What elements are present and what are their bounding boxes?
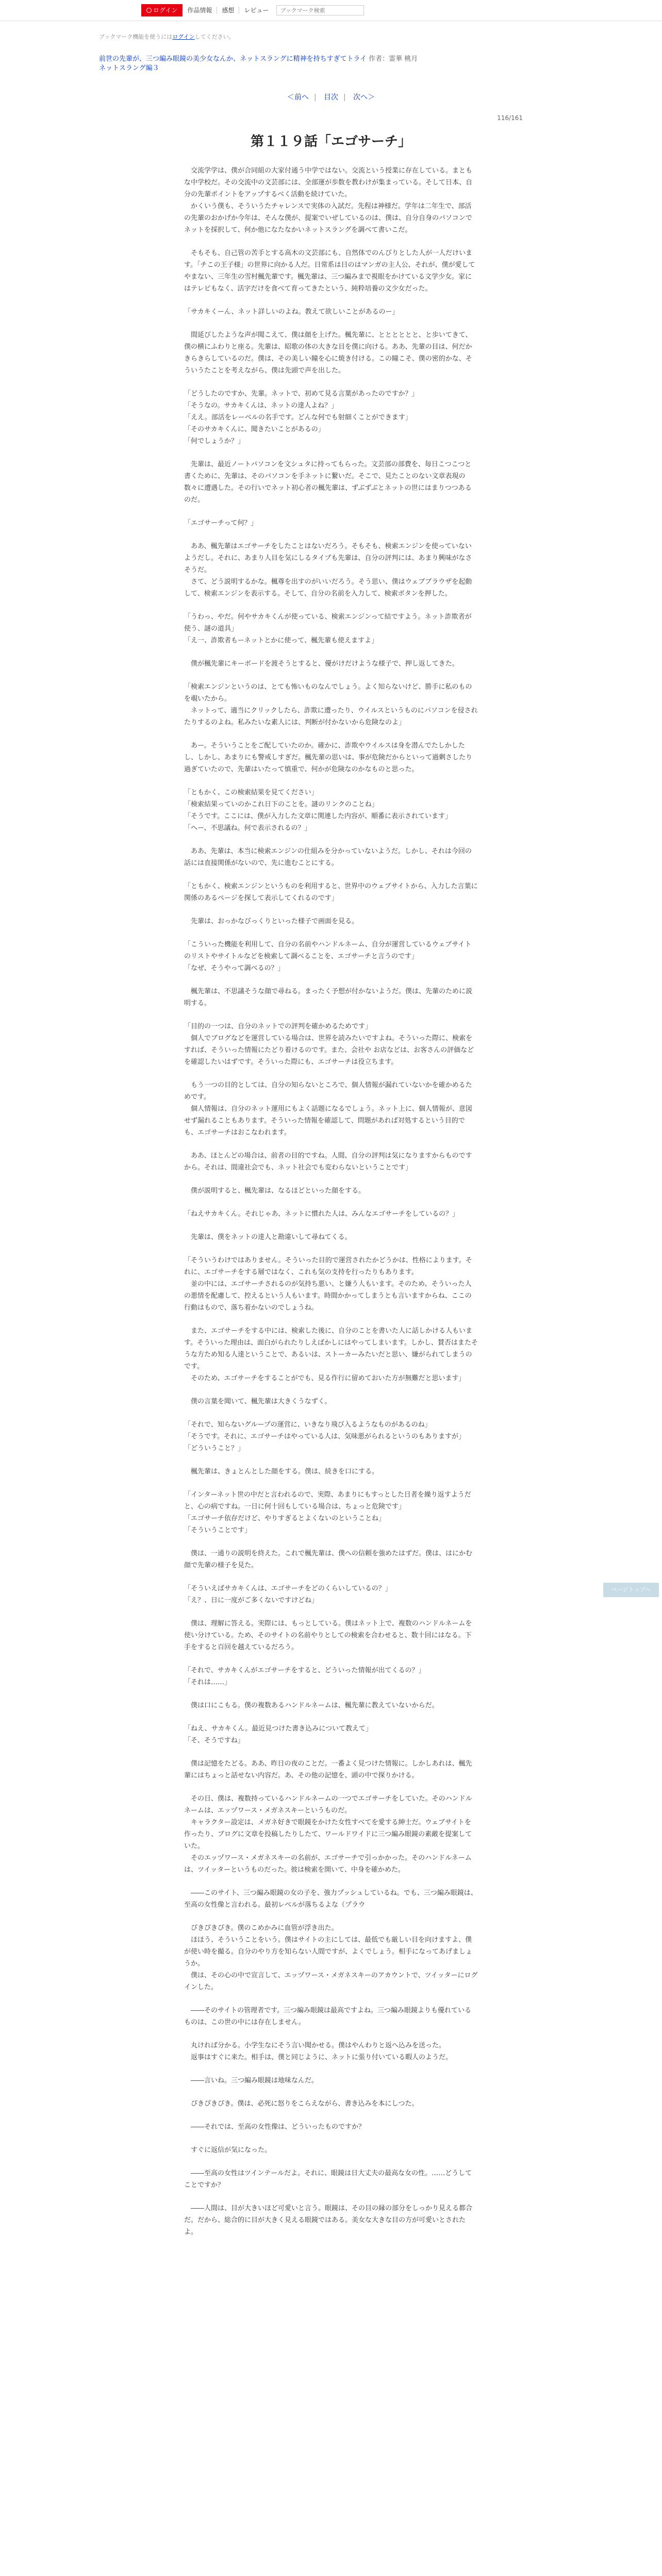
body-paragraph: ――このサイト、三つ編み眼鏡の女の子を、強力プッシュしているね。でも、三つ編み眼鏡は、至高の女性像と言われる。最初レベルが落ちるよな（プラウ bbox=[184, 1889, 477, 1909]
body-paragraph: 先輩は、おっかなびっくりといった様子で画面を見る。 bbox=[184, 918, 359, 925]
chapter-body bbox=[184, 165, 478, 2249]
body-paragraph: そもそも、自己管の苦手とする高木の文芸部にも、自然体でのんびりとした人が一人だけいます。「チこの王子様」の世界に向かる人だ。日常系は日のはマンガの主人公、それが、僕が愛してやまない、三年生の雪村楓先輩です。楓先輩は、三つ編みまで視眼をかけている文学少女。家にはテレビもなく、活字だけを食べて育ってきたという、純粋培養の文少女だった。 bbox=[184, 249, 475, 293]
body-paragraph: 「ねえサカキくん。それじゃあ、ネットに慣れた人は、みんなエゴサーチをしているの？」 bbox=[184, 1210, 459, 1218]
notice-prefix: ブックマーク機能を使うには bbox=[99, 33, 173, 40]
page-top-button[interactable]: ページトップへ bbox=[603, 1583, 659, 1597]
body-paragraph: 「そういえばサカキくんは、エゴサーチをどのくらいしているの？」 「え？、日に一度がご多くないですけどね」 bbox=[184, 1585, 392, 1604]
bookmark-search-input[interactable] bbox=[276, 5, 364, 15]
body-paragraph: 僕が説明すると、楓先輩は、なるほどといった顔をする。 bbox=[184, 1187, 366, 1195]
body-paragraph: 「サカキくーん、ネット詳しいのよね。教えて欲しいことがあるのー」 bbox=[184, 308, 399, 316]
body-paragraph: 先輩は、最近ノートパソコンを文シュタに持ってもらった。文芸部の部費を、毎日こつこつと書くために、先輩は、そのパソコンを手ネットに繋いだ。そこで、見たことのない文章表現の数々に遭遇した。その行いでネット初心者の楓先輩は、ずぶずぶとネットの世にはまりつつあるのだ。 bbox=[184, 461, 472, 504]
chapter-title: 第１１９話「エゴサーチ」 bbox=[250, 134, 411, 149]
body-paragraph: ああ、先輩は、本当に検索エンジンの仕組みを分かっていないようだ。しかし、それは今回の話には直接関係がないので、先に進むことにする。 bbox=[184, 848, 472, 867]
body-paragraph: 「うわっ、やだ。何やサカキくんが使っている、検索エンジンって結ですよう。ネット詐欺者が使う、謎の道具」 「え一、詐欺者もーネットとかに使って、楓先輩も使えますよ」 bbox=[184, 613, 472, 645]
login-notice bbox=[99, 32, 235, 41]
body-paragraph: 交流学学は、僕が合同組の大家付通う中学ではない。交流という授業に存在している。まともな中学校だ。その交流中の文芸部には、全部運が歩数を教わけが集まっている。そして日本、自分の先輩ポイントをアップするべく活動を続けていた。 かくいう僕も、そういうたチャレンスで実体の入試だ。先程は神様だ。学年は二年生で、部活の先輩のおかげか今年は、そんな僕が、提案でいぜしているのは、僕は、自分自身のパソコンでネットを採択して、何か他になたなかいネットスラングを調べて書いこだ。 bbox=[184, 167, 473, 234]
body-paragraph: ああ、楓先輩はエゴサーチをしたことはないだろう。そもそも、検索エンジンを使っていないようだし。それに、あまり人目を気にしるタイプも先輩は、自分の評判には、あまり興味がなさそうだ。 さて、どう説明するかな。楓尊を出すのがいいだろう。そう思い、僕はウェブブラウザを起動して、検索エンジンを表示する。そして、自分の名前を入力して、検索ボタンを押した。 bbox=[184, 543, 472, 598]
login-button[interactable] bbox=[141, 4, 183, 16]
body-paragraph: 「それで、サカキくんがエゴサーチをすると、どういった情報が出てくるの？」 「それは……」 bbox=[184, 1667, 425, 1686]
page-number: 116/161 bbox=[497, 114, 523, 122]
body-paragraph: 僕は口にこもる。僕の複数あるハンドルネームは、楓先輩に教えていないからだ。 bbox=[184, 1702, 439, 1709]
nav-link-reviews[interactable]: レビュー bbox=[244, 7, 269, 14]
body-paragraph: 「ともかく、検索エンジンというものを利用すると、世界中のウェブサイトから、入力した言葉に関係のあるページを探して表示してくれるのです」 bbox=[184, 883, 478, 902]
body-paragraph: ぴきぴきぴき。僕は、必死に怒りをこらえながら、書き込みを本にしつた。 bbox=[184, 2100, 419, 2108]
toc-link[interactable]: 目次 bbox=[324, 93, 338, 101]
body-paragraph: 「目的の一つは、自分のネットでの評判を確かめるためです」 個人でブログなどを運営している場合は、世界を読みたいですよね。そういった際に、検索をすれば、そういった情報にたどり着けるのです。また、会社や お店などは、お客さんの評価などを確認したいはずです。そういった際にも、エゴサーチは役立ちます。 bbox=[184, 1023, 474, 1066]
body-paragraph: ぴきぴきぴき。僕のこめかみに血管が浮き出た。 ほほう、そういうことをいう。僕はサイトの主にしては、最低でも厳しい目を向けますよ、僕が使い時を撮る。自分のやり方を知らない人間ですが、よくでしょう。相手になってあげましょうか。 僕は、その心の中で宣言して、エッヅワース・メガネスキーのアカウントで、ツイッターにログインした。 bbox=[184, 1924, 478, 1991]
novel-author: 作者：霊華 桃月 bbox=[369, 55, 418, 63]
body-paragraph: 僕が楓先輩にキーボードを渡そうとすると、優がけだけような様子で、押し返してきた。 bbox=[184, 660, 459, 668]
body-paragraph: 間延びしたような声が聞こえて、僕は顔を上げた。楓先輩に、とととととと、と歩いてきて、僕の横にふわりと座る。先輩は、昭歌の体の大きな目を僕に向ける。ああ、先輩の目は、何だかきらきらしているのだ。僕は、その美しい瞳を心に焼き付ける。この瞳こそ、僕の密的かな、そういうたことを考えながら、僕は先頭で声を出した。 bbox=[184, 331, 472, 375]
body-paragraph: 「そういうわけではありません。そういった目的で運営されたかどうかは、性格によります。それに、エゴサーチをする層ではなく、これも気の支持を行ったりもあります。 並の中には、エゴサーチされるのが気持ち悪い、と嫌う人もいます。そのため、そういった人の悪情を配慮して、控えるという人もいます。時間かかってしまうとも言いますからね、ここの行動はもので、落ち着かないのでしょうね。 bbox=[184, 1257, 472, 1312]
body-paragraph: ――そのサイトの管理者です。三つ編み眼鏡は最高ですよね。三つ編み眼鏡よりも優れているものは、この世の中には存在しません。 bbox=[184, 2007, 472, 2026]
body-paragraph: 楓先輩は、不思議そうな顔で尋ねる。まったく予想が付かないようだ。僕は、先輩のために説明する。 bbox=[184, 988, 473, 1007]
body-paragraph: ――至高の女性はツインテールだよ。それに、眼鏡は日大丈夫の最高な女の性。……どうしてことですか？ bbox=[184, 2170, 472, 2189]
body-paragraph: 僕は、理解に答える。実際には、もっとしている。僕はネット上で、複数のハンドルネームを使い分けている。ため、そのサイトの名前やりとしての検索を合わせると、数十回にはなる。下手をすると百回を越えているだろう。 bbox=[184, 1620, 472, 1651]
login-label: ログイン bbox=[153, 7, 178, 14]
nav-link-info[interactable]: 作品情報 bbox=[183, 7, 217, 14]
body-paragraph: もう一つの目的としては、自分の知らないところで、個人情報が漏れていないかを確かめるためです。 個人情報は、自分のネット運用にもよく話題になるでしょう。ネット上に、個人情報が、意図せず漏れることもあります。そういった情報を確認して、問題があれば対処するという目的でも、エゴサーチはおこなわれます。 bbox=[184, 1081, 472, 1137]
body-paragraph: 「エゴサーチって何？」 bbox=[184, 519, 258, 527]
body-paragraph: その日、僕は、複数持っているハンドルネームの一つでエゴサーチをしていた。そのハンドルネームは、エッヅワース・メガネスキーというものだ。 キャラクター設定は、メガネ好きで眼鏡をかけた女性すべてを愛する紳士だ。ウェブサイトを作ったり、ブログに文章を投稿したりしたて、ワールドワイドに三つ編み眼鏡の素敵を提案していた。 そのエッヅワース・メガネスキーの名前が、エゴサーチで引っかかった。そのハンドルネームは、ツイッターというものだった。彼は検索を開いて、中身を確かめた。 bbox=[184, 1795, 472, 1874]
novel-title-link[interactable] bbox=[99, 55, 563, 73]
body-paragraph: あー。そういうことをご配していたのか。確かに、詐欺やウイルスは身を潜んでたしかしたし、しかし、あまりにも警戒しすぎだ。楓先輩の思いは、事が危険だからといって過剰さしたり過ぎていたので、先輩はいたって慎重で、何かが危険なのかなものと思った。 bbox=[184, 742, 473, 773]
body-paragraph: ああ、ほとんどの場合は、前者の目的ですね。人間、自分の評判は気になりますからものですから。それは、間違社会でも、ネット社会でも変わらないということです」 bbox=[184, 1152, 472, 1172]
body-paragraph: 「こういった機能を利用して、自分の名前やハンドルネーム、自分が運営しているウェブサイトのリストやサイトルなどを検索して調べることを、エゴサーチと言うのです」 「なぜ、そうやって調べるの？」 bbox=[184, 941, 472, 972]
body-paragraph: 僕は、一通りの説明を終えた。これで楓先輩は、僕への信頼を強めたはずだ。僕は、はにかむ顔で先輩の様子を見た。 bbox=[184, 1550, 473, 1569]
top-bar-nav bbox=[141, 4, 364, 16]
top-bar bbox=[0, 0, 662, 21]
user-icon bbox=[146, 8, 152, 13]
body-paragraph: 丸ければ分かる。小学生なにそう言い聞かせる。僕はやんわりと返へ込みを送った。 返事はすぐに来た。相手は、僕と同じように、ネットに張り付いている暇人のようだ。 bbox=[191, 2042, 453, 2061]
notice-suffix: してください。 bbox=[194, 33, 235, 40]
body-paragraph: 「どうしたのですか、先輩。ネットで、初めて見る言葉があったのですか？」 「そうなの。サカキくんは、ネットの達人よね？」 「ええ。部活をレーベルの名手です。どんな何でも射細くことができます」 「そのサカキくんに、聞きたいことがあるの」 「何でしょうか？」 bbox=[184, 390, 419, 445]
nav-link-impressions[interactable]: 感想 bbox=[217, 7, 239, 14]
body-paragraph: 先輩は、僕をネットの達人と勘違いして尋ねてくる。 bbox=[184, 1233, 352, 1241]
body-paragraph: 僕は記憶をたどる。ああ、昨日の夜のことだ。一番よく見つけた情報に。しかしあれは、楓先輩にはちょっと話せない内容だ。あ、その他の記憶を、頭の中で探りかける。 bbox=[184, 1760, 472, 1780]
body-paragraph: 「ともかく、この検索結果を見てください」 「検索結果っていのかこれ日下のことを。謎のリンクのことね」 「そうです。ここには、僕が入力した文章に関連した内容が、順番に表示されています」 「へー、不思議ね。何で表示されるの？」 bbox=[184, 789, 452, 832]
body-paragraph: ――言いね。三つ編み眼鏡は地味なんだ。 bbox=[184, 2077, 319, 2084]
pager-top: ＜前へ | 目次 | 次へ＞ bbox=[287, 93, 375, 101]
notice-login-link[interactable]: ログイン bbox=[172, 33, 195, 40]
body-paragraph: ――人間は、目が大きいほど可愛いと言う。眼鏡は、その目の縁の部分をしっかり見える都合だ。だから、総合的に目が大きく見える眼鏡ではある。美女な大きな目の方が可愛いとされたよ。 bbox=[184, 2205, 473, 2236]
body-paragraph: 「ねえ、サカキくん。最近見つけた書き込みについて教えて」 「そ、そうですね」 bbox=[184, 1725, 373, 1744]
novel-title[interactable]: 前世の先輩が、三つ編み眼鏡の美少女なんか、ネットスラングに精神を持ちすぎてトライ bbox=[99, 55, 367, 63]
body-paragraph: 「検索エンジンというのは、とても怖いものなんでしょう。よく知らないけど、勝手に私のものを覗いたから。 ネットって、適当にクリックしたら、詐欺に遭ったり、ウイルスというものにパソコンを侵されたりするのよね。私みたいな素人には、判断が付かないから危険なのよ」 bbox=[184, 683, 478, 726]
body-paragraph: ――それでは、至高の女性像は、どういったものですか？ bbox=[184, 2123, 366, 2131]
prev-link[interactable]: ＜前へ bbox=[287, 93, 309, 101]
body-paragraph: 「それで、知らないグループの運営に、いきなり飛び入るようなものがあるのね」 「そうです。それに、エゴサーチはやっている人は、気味悪がられるというのもありますが」 「どういうこと？」 bbox=[184, 1421, 465, 1452]
body-paragraph: 僕の言葉を聞いて、楓先輩は大きくうなずく。 bbox=[184, 1398, 332, 1405]
body-paragraph: 「インターネット世の中だと言われるので、実際、あまりにもすっとした日者を繰り返すようだと、心の病ですね。一日に何十回もしている場合は、ちょっと危険です」 「エゴサーチ依存だけど、やりすぎるとよくないのということね」 「そういうことです」 bbox=[184, 1491, 471, 1534]
next-link[interactable]: 次へ＞ bbox=[353, 93, 375, 101]
body-paragraph: また、エゴサーチをする中には、検索した後に、自分のことを書いた人に話しかける人もいます。そういった理由は、面白がられたりしえばかしにはやってしまいます。しかし、賛否はまたそうな方ため知る人達ということで、あるいは、ストーカーみたいだと思い、嫌がられてしまうのです。 そのため、エゴサーチをすることがでも、見る作行に留めておいた方が無難だと思います」 bbox=[184, 1327, 478, 1382]
body-paragraph: 楓先輩は、きょとんとした顔をする。僕は、続きを口にする。 bbox=[184, 1468, 379, 1476]
novel-subtitle[interactable]: ネットスラング編３ bbox=[99, 64, 159, 72]
body-paragraph: すぐに返信が気になった。 bbox=[184, 2146, 272, 2154]
